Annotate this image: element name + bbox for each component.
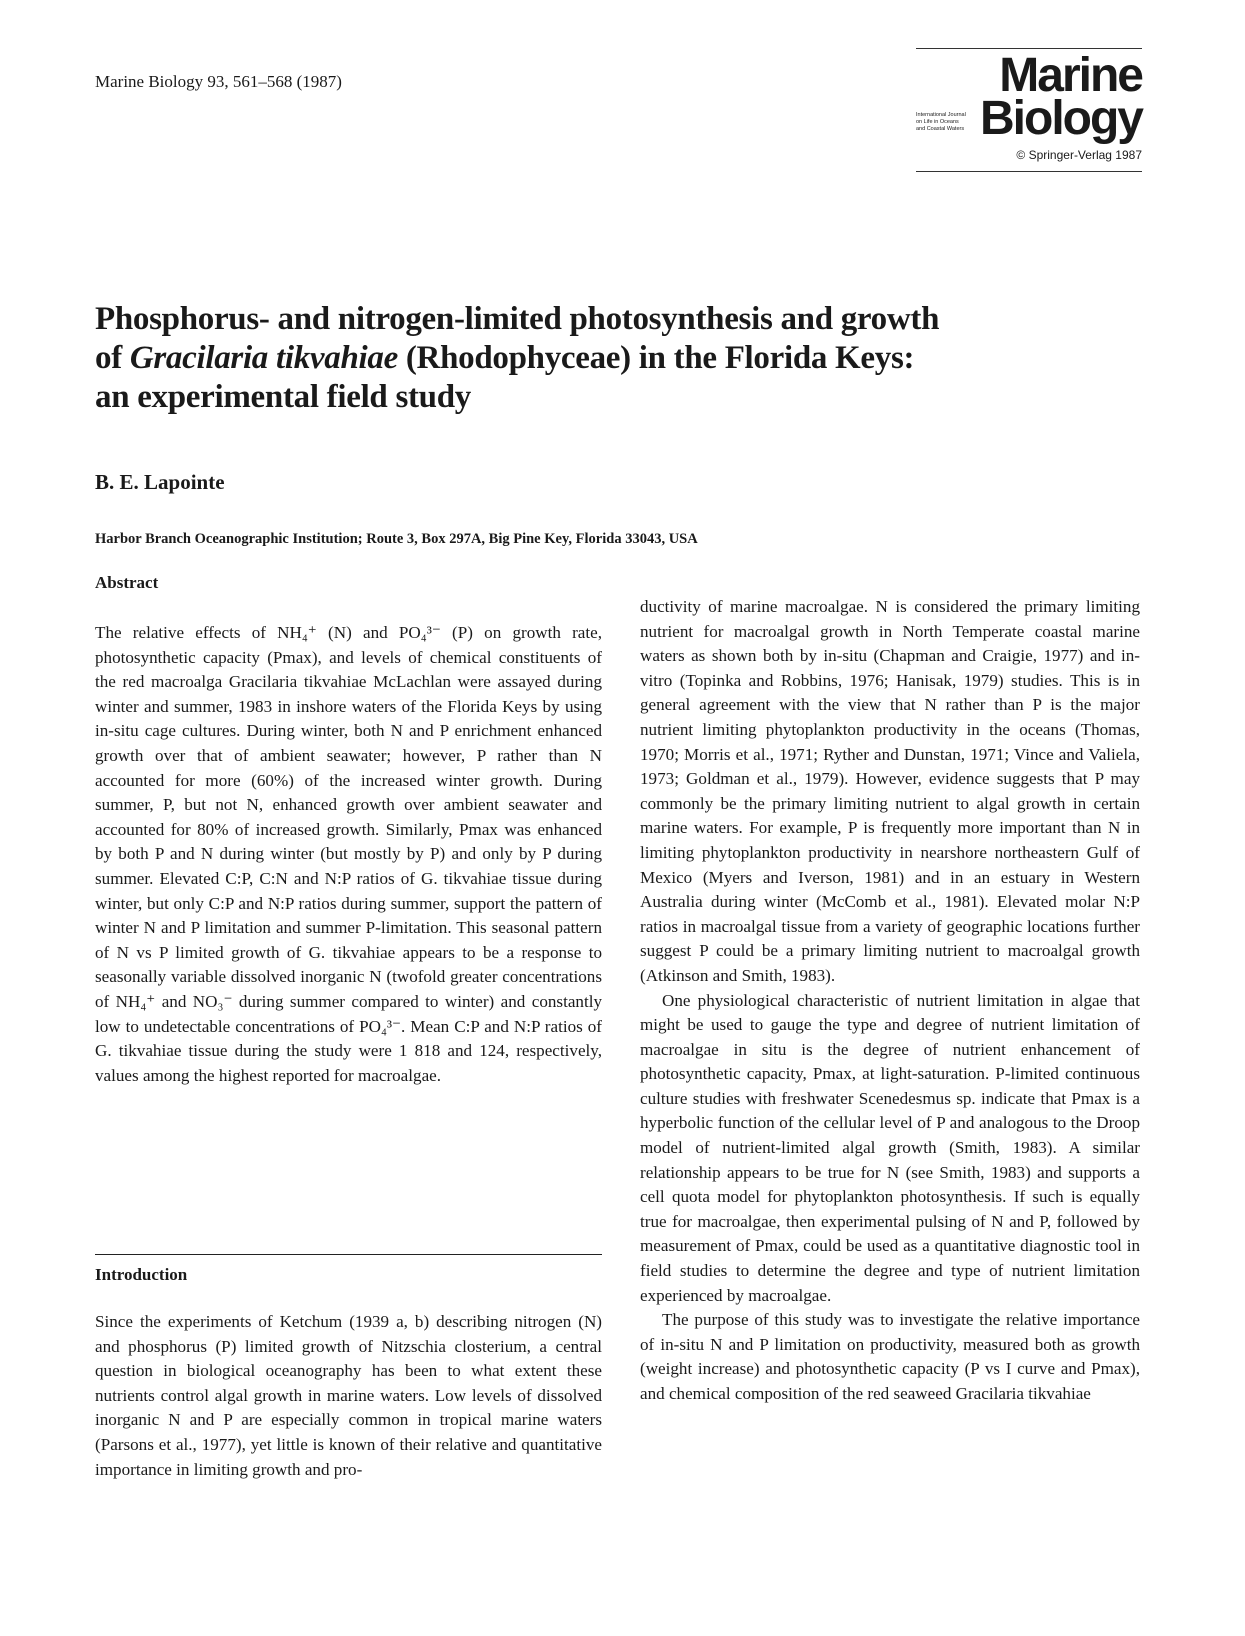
author-affiliation: Harbor Branch Oceanographic Institution; Route 3, Box 297A, Big Pine Key, Florida 33043, USA (95, 531, 698, 547)
copyright-notice: © Springer-Verlag 1987 (1016, 148, 1142, 162)
title-line-2: of Gracilaria tikvahiae (Rhodophyceae) in the Florida Keys: (95, 340, 915, 376)
right-paragraph-2: One physiological characteristic of nutrient limitation in algae that might be used to gauge the type and degree of nutrient limitation of macroalgae in situ is the degree of nutrient enhancement of photosynthetic capacity, Pmax, at light-saturation. P-limited continuous culture studies with freshwater Scenedesmus sp. indicate that Pmax is a hyperbolic function of the cellular level of P and analogous to the Droop model of nutrient-limited algal growth (Smith, 1983). A similar relationship appears to be true for N (see Smith, 1983) and supports a cell quota model for phytoplankton photosynthesis. If such is equally true for macroalgae, then experimental pulsing of N and P, followed by measurement of Pmax, could be used as a quantitative diagnostic tool in field studies to determine the degree and type of nutrient limitation experienced by macroalgae. (640, 990, 1140, 1305)
author-name: B. E. Lapointe (95, 470, 225, 494)
abstract-separator (95, 1254, 602, 1255)
title-species: Gracilaria tikvahiae (129, 340, 398, 376)
title-line-3: an experimental field study (95, 379, 471, 415)
journal-reference: Marine Biology 93, 561–568 (1987) (95, 72, 342, 91)
article-title (95, 300, 1155, 417)
logo-bottom-rule (916, 171, 1142, 172)
abstract-heading: Abstract (95, 573, 159, 592)
journal-logo-subtitle: International Journal on Life in Oceans and Coastal Waters (916, 112, 966, 132)
right-paragraph-1: ductivity of marine macroalgae. N is considered the primary limiting nutrient for macroalgal growth in North Temperate coastal marine waters as shown both by in-situ (Chapman and Craigie, 1977) and in-vitro (Topinka and Robbins, 1976; Hanisak, 1979) studies. This is in general agreement with the view that N rather than P is the major nutrient limiting phytoplankton productivity in the oceans (Thomas, 1970; Morris et al., 1971; Ryther and Dunstan, 1971; Vince and Valiela, 1973; Goldman et al., 1979). However, evidence suggests that P may commonly be the primary limiting nutrient to algal growth in certain marine waters. For example, P is frequently more important than N in limiting phytoplankton productivity in nearshore northeastern Gulf of Mexico (Myers and Iverson, 1981) and in an estuary in Western Australia during winter (McComb et al., 1981). Elevated molar N:P ratios in macroalgal tissue from a variety of geographic locations further suggest P could be a primary limiting nutrient to macroalgal growth (Atkinson and Smith, 1983). (640, 597, 1140, 985)
journal-logo-biology: Biology (980, 92, 1142, 145)
introduction-heading: Introduction (95, 1265, 188, 1284)
abstract-text: The relative effects of NH₄⁺ (N) and PO₄³⁻ (P) on growth rate, photosynthetic capacity (Pmax), and levels of chemical constituents of the red macroalga Gracilaria tikvahiae McLachlan were assayed during winter and summer, 1983 in inshore waters of the Florida Keys by using in-situ cage cultures. During winter, both N and P enrichment enhanced growth over that of ambient seawater; however, P rather than N accounted for more (60%) of the increased winter growth. During summer, P, but not N, enhanced growth over ambient seawater and accounted for 80% of increased growth. Similarly, Pmax was enhanced by both P and N during winter (but mostly by P) and only by P during summer. Elevated C:P, C:N and N:P ratios of G. tikvahiae tissue during winter, but only C:P and N:P ratios during summer, support the pattern of winter N and P limitation and summer P-limitation. This seasonal pattern of N vs P limited growth of G. tikvahiae appears to be a response to seasonally variable dissolved inorganic N (twofold greater concentrations of NH₄⁺ and NO₃⁻ during summer compared to winter) and constantly low to undetectable concentrations of PO₄³⁻. Mean C:P and N:P ratios of G. tikvahiae tissue during the study were 1 818 and 124, respectively, values among the highest reported for macroalgae. (95, 623, 602, 1085)
right-paragraph-3: The purpose of this study was to investigate the relative importance of in-situ N and P limitation on productivity, measured both as growth (weight increase) and photosynthetic capacity (P vs I curve and Pmax), and chemical composition of the red seaweed Gracilaria tikvahiae (640, 1310, 1140, 1403)
title-line-1: Phosphorus- and nitrogen-limited photosynthesis and growth (95, 301, 940, 337)
journal-logo-marine: Marine (999, 49, 1142, 102)
introduction-text: Since the experiments of Ketchum (1939 a, b) describing nitrogen (N) and phosphorus (P) limited growth of Nitzschia closterium, a central question in biological oceanography has been to what extent these nutrients control algal growth in marine waters. Low levels of dissolved inorganic N and P are especially common in tropical marine waters (Parsons et al., 1977), yet little is known of their relative and quantitative importance in limiting growth and pro- (95, 1312, 602, 1479)
right-column (640, 595, 1140, 1407)
